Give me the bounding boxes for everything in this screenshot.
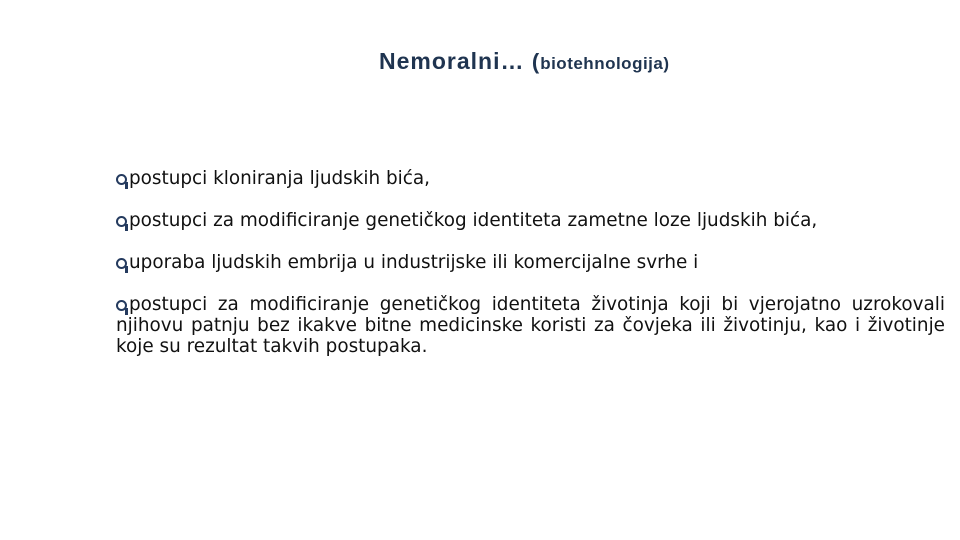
list-item <box>116 168 945 189</box>
bullet-text: postupci kloniranja ljudskih bića, <box>129 168 431 189</box>
list-item <box>116 252 945 273</box>
bullet-icon <box>116 174 127 185</box>
bullet-icon <box>116 258 127 269</box>
title-subtitle: biotehnologija <box>540 54 664 73</box>
bullet-list <box>116 168 945 357</box>
list-item <box>116 210 945 231</box>
bullet-icon <box>116 216 127 227</box>
bullet-text: uporaba ljudskih embrija u industrijske ili komercijalne svrhe i <box>129 252 699 273</box>
bullet-text: postupci za modificiranje genetičkog identiteta životinja koji bi vjerojatno uzrokovali njihovu patnju bez ikakve bitne medicinske koristi za čovjeka ili životinju, kao i životinje koje su rezultat takvih postupaka. <box>116 294 945 357</box>
list-item <box>116 294 945 357</box>
bullet-icon <box>116 300 127 311</box>
slide-title <box>379 48 670 75</box>
bullet-text: postupci za modificiranje genetičkog identiteta zametne loze ljudskih bića, <box>129 210 818 231</box>
title-paren-open: ( <box>531 49 541 74</box>
title-main: Nemoralni… <box>379 48 532 74</box>
title-paren-close: ) <box>663 54 671 73</box>
